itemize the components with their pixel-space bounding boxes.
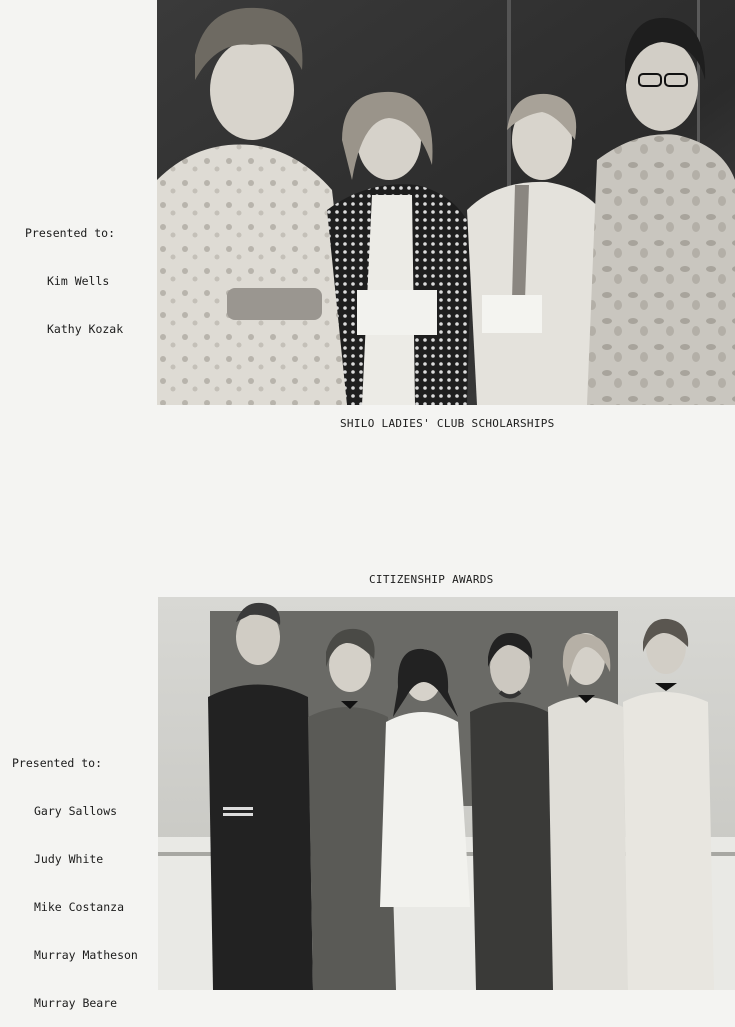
scholarship-recipients xyxy=(25,193,123,353)
recipient-name: Judy White xyxy=(34,852,104,866)
presented-label: Presented to: xyxy=(12,756,103,770)
scholarship-photo xyxy=(157,0,735,405)
presented-label: Presented to: xyxy=(25,226,116,240)
citizenship-heading: CITIZENSHIP AWARDS xyxy=(369,573,494,586)
recipient-name: Mike Costanza xyxy=(34,900,125,914)
citizenship-recipients xyxy=(12,723,138,1027)
recipient-name: Kim Wells xyxy=(47,274,110,288)
scholarship-heading: SHILO LADIES' CLUB SCHOLARSHIPS xyxy=(340,417,555,430)
recipient-name: Murray Beare xyxy=(34,996,118,1010)
recipient-name: Murray Matheson xyxy=(34,948,138,962)
citizenship-photo xyxy=(158,597,735,990)
recipient-name: Kathy Kozak xyxy=(47,322,124,336)
recipient-name: Gary Sallows xyxy=(34,804,118,818)
